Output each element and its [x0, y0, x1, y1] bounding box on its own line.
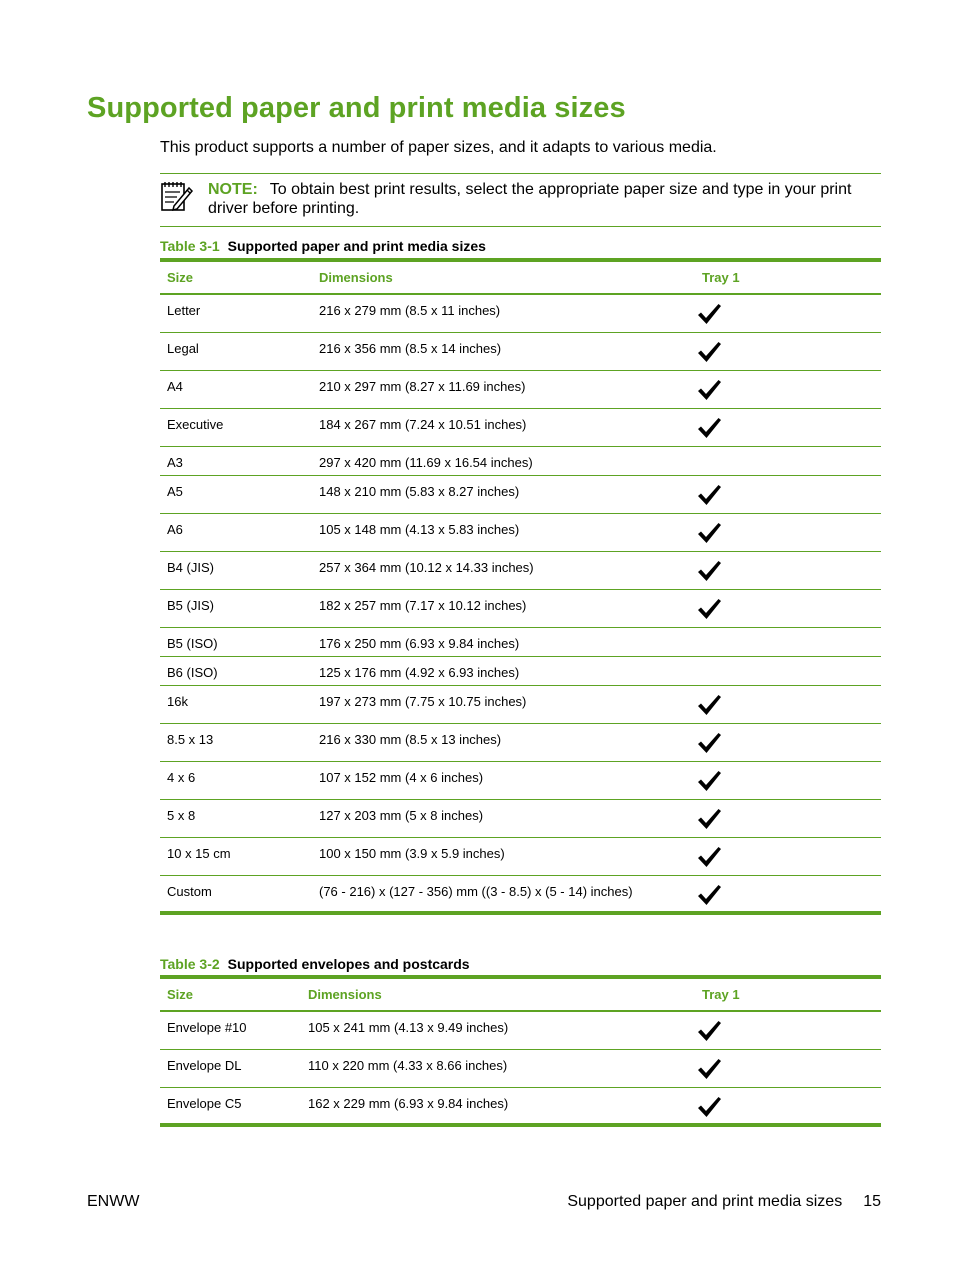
column-header-tray: Tray 1 — [695, 260, 881, 294]
cell-tray — [695, 513, 881, 551]
cell-dimensions: 184 x 267 mm (7.24 x 10.51 inches) — [312, 408, 695, 446]
cell-dimensions: 176 x 250 mm (6.93 x 9.84 inches) — [312, 627, 695, 656]
cell-size: A6 — [160, 513, 312, 551]
cell-dimensions: 110 x 220 mm (4.33 x 8.66 inches) — [301, 1049, 695, 1087]
table-row — [160, 761, 881, 799]
cell-tray — [695, 589, 881, 627]
cell-size: Envelope #10 — [160, 1011, 301, 1049]
cell-size: A3 — [160, 446, 312, 475]
column-header-dimensions: Dimensions — [312, 260, 695, 294]
cell-tray — [695, 1049, 881, 1087]
cell-size: 8.5 x 13 — [160, 723, 312, 761]
table-1-title: Supported paper and print media sizes — [227, 238, 486, 254]
cell-tray — [695, 799, 881, 837]
cell-size: 10 x 15 cm — [160, 837, 312, 875]
cell-size: Custom — [160, 875, 312, 913]
checkmark-icon — [696, 558, 722, 584]
cell-size: Legal — [160, 332, 312, 370]
cell-tray — [695, 656, 881, 685]
checkmark-icon — [696, 768, 722, 794]
checkmark-icon — [696, 730, 722, 756]
cell-dimensions: 297 x 420 mm (11.69 x 16.54 inches) — [312, 446, 695, 475]
table-header-row — [160, 977, 881, 1011]
cell-dimensions: 148 x 210 mm (5.83 x 8.27 inches) — [312, 475, 695, 513]
checkmark-icon — [696, 692, 722, 718]
cell-dimensions: 216 x 330 mm (8.5 x 13 inches) — [312, 723, 695, 761]
cell-tray — [695, 446, 881, 475]
cell-size: B5 (JIS) — [160, 589, 312, 627]
cell-size: Envelope C5 — [160, 1087, 301, 1125]
table-2-title: Supported envelopes and postcards — [227, 956, 470, 972]
cell-size: B5 (ISO) — [160, 627, 312, 656]
table-row — [160, 627, 881, 656]
table-row — [160, 551, 881, 589]
cell-dimensions: 210 x 297 mm (8.27 x 11.69 inches) — [312, 370, 695, 408]
table-row — [160, 589, 881, 627]
table-2-number: Table 3-2 — [160, 956, 220, 972]
cell-tray — [695, 1011, 881, 1049]
footer-section: Supported paper and print media sizes — [567, 1193, 843, 1210]
cell-tray — [695, 332, 881, 370]
table-row — [160, 475, 881, 513]
column-header-dimensions: Dimensions — [301, 977, 695, 1011]
cell-size: Executive — [160, 408, 312, 446]
cell-size: 5 x 8 — [160, 799, 312, 837]
cell-tray — [695, 475, 881, 513]
table-row — [160, 875, 881, 913]
column-header-tray: Tray 1 — [695, 977, 881, 1011]
cell-size: A4 — [160, 370, 312, 408]
table-row — [160, 1087, 881, 1125]
cell-tray — [695, 294, 881, 332]
table-row — [160, 408, 881, 446]
page-number: 15 — [863, 1193, 881, 1210]
envelopes-table — [160, 975, 881, 1127]
cell-dimensions: 105 x 148 mm (4.13 x 5.83 inches) — [312, 513, 695, 551]
footer-right — [567, 1193, 881, 1211]
checkmark-icon — [696, 339, 722, 365]
cell-size: Envelope DL — [160, 1049, 301, 1087]
checkmark-icon — [696, 482, 722, 508]
note-icon — [160, 178, 194, 212]
cell-dimensions: 182 x 257 mm (7.17 x 10.12 inches) — [312, 589, 695, 627]
table-header-row — [160, 260, 881, 294]
checkmark-icon — [696, 1056, 722, 1082]
cell-tray — [695, 370, 881, 408]
checkmark-icon — [696, 520, 722, 546]
cell-dimensions: 107 x 152 mm (4 x 6 inches) — [312, 761, 695, 799]
checkmark-icon — [696, 1018, 722, 1044]
table-1-caption — [160, 238, 486, 254]
footer-left: ENWW — [87, 1193, 140, 1210]
intro-paragraph: This product supports a number of paper sizes, and it adapts to various media. — [160, 139, 717, 156]
paper-sizes-table — [160, 258, 881, 915]
note-box — [160, 173, 881, 227]
table-row — [160, 446, 881, 475]
cell-size: A5 — [160, 475, 312, 513]
cell-size: Letter — [160, 294, 312, 332]
cell-dimensions: 127 x 203 mm (5 x 8 inches) — [312, 799, 695, 837]
column-header-size: Size — [160, 260, 312, 294]
table-row — [160, 837, 881, 875]
note-label: NOTE: — [208, 181, 258, 198]
cell-tray — [695, 551, 881, 589]
table-row — [160, 294, 881, 332]
cell-dimensions: 197 x 273 mm (7.75 x 10.75 inches) — [312, 685, 695, 723]
page-title: Supported paper and print media sizes — [87, 92, 626, 124]
table-1-number: Table 3-1 — [160, 238, 220, 254]
cell-tray — [695, 723, 881, 761]
checkmark-icon — [696, 377, 722, 403]
cell-tray — [695, 408, 881, 446]
cell-dimensions: 162 x 229 mm (6.93 x 9.84 inches) — [301, 1087, 695, 1125]
checkmark-icon — [696, 806, 722, 832]
cell-tray — [695, 627, 881, 656]
cell-dimensions: 100 x 150 mm (3.9 x 5.9 inches) — [312, 837, 695, 875]
cell-size: 4 x 6 — [160, 761, 312, 799]
cell-tray — [695, 875, 881, 913]
cell-dimensions: 216 x 279 mm (8.5 x 11 inches) — [312, 294, 695, 332]
table-row — [160, 656, 881, 685]
cell-tray — [695, 1087, 881, 1125]
cell-tray — [695, 837, 881, 875]
cell-size: B6 (ISO) — [160, 656, 312, 685]
table-2-caption — [160, 956, 470, 972]
note-body: To obtain best print results, select the appropriate paper size and type in your print driver before printing. — [208, 181, 852, 217]
table-row — [160, 685, 881, 723]
cell-dimensions: 105 x 241 mm (4.13 x 9.49 inches) — [301, 1011, 695, 1049]
checkmark-icon — [696, 882, 722, 908]
checkmark-icon — [696, 301, 722, 327]
checkmark-icon — [696, 844, 722, 870]
table-row — [160, 799, 881, 837]
column-header-size: Size — [160, 977, 301, 1011]
table-row — [160, 1049, 881, 1087]
checkmark-icon — [696, 1094, 722, 1120]
table-row — [160, 370, 881, 408]
cell-size: B4 (JIS) — [160, 551, 312, 589]
table-row — [160, 723, 881, 761]
cell-dimensions: (76 - 216) x (127 - 356) mm ((3 - 8.5) x (5 - 14) inches) — [312, 875, 695, 913]
table-row — [160, 332, 881, 370]
cell-tray — [695, 761, 881, 799]
checkmark-icon — [696, 596, 722, 622]
cell-dimensions: 125 x 176 mm (4.92 x 6.93 inches) — [312, 656, 695, 685]
cell-tray — [695, 685, 881, 723]
table-row — [160, 1011, 881, 1049]
cell-dimensions: 257 x 364 mm (10.12 x 14.33 inches) — [312, 551, 695, 589]
cell-size: 16k — [160, 685, 312, 723]
checkmark-icon — [696, 415, 722, 441]
note-text — [208, 180, 881, 218]
table-row — [160, 513, 881, 551]
cell-dimensions: 216 x 356 mm (8.5 x 14 inches) — [312, 332, 695, 370]
